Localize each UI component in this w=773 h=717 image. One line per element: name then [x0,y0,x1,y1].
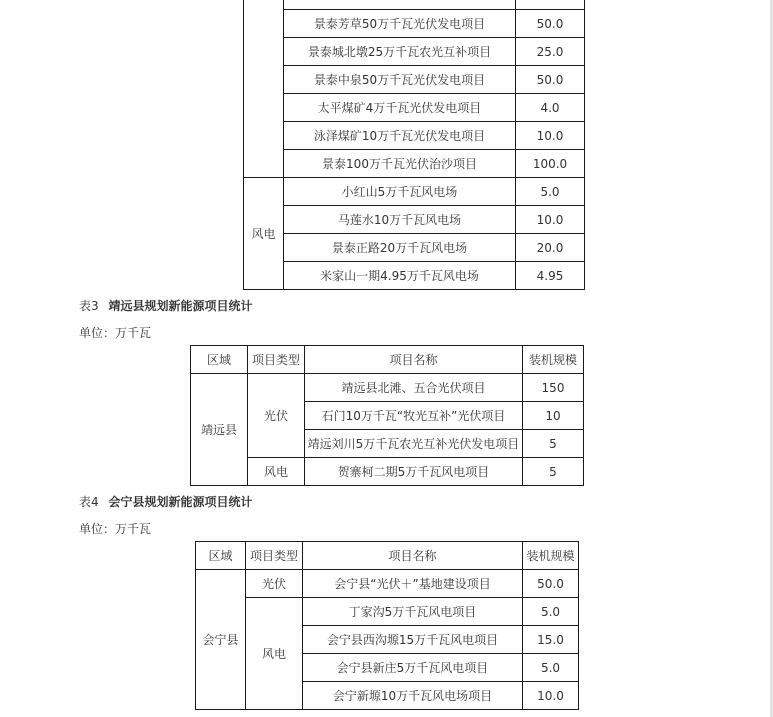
project-name-cell: 太平煤矿4万千瓦光伏发电项目 [284,94,516,122]
project-name-cell: 马莲水10万千瓦风电场 [284,206,516,234]
column-header: 装机规模 [523,542,579,570]
table-row [244,150,585,178]
capacity-cell: 20.0 [516,234,585,262]
capacity-cell: 10.0 [523,682,579,710]
table3-caption [79,297,252,314]
capacity-cell [516,0,585,10]
column-header: 项目名称 [305,346,523,374]
table-row [244,94,585,122]
table4-caption [79,493,252,510]
capacity-cell: 50.0 [523,570,579,598]
table3-caption-prefix: 表3 [79,299,99,313]
table-row [244,66,585,94]
capacity-cell: 10.0 [516,122,585,150]
project-name-cell: 小红山5万千瓦风电场 [284,178,516,206]
capacity-cell: 5 [523,458,584,486]
column-header: 项目类型 [248,346,305,374]
region-cell: 靖远县 [191,374,248,486]
table-row [244,0,585,10]
capacity-cell: 5 [523,430,584,458]
table4-unit: 单位：万千瓦 [79,522,152,536]
capacity-cell: 4.0 [516,94,585,122]
table-header-row [191,346,584,374]
column-header: 区域 [191,346,248,374]
capacity-cell: 150 [523,374,584,402]
project-name-cell: 会宁县新庄5万千瓦风电项目 [303,654,523,682]
column-header: 项目类型 [246,542,303,570]
table-header-row [196,542,579,570]
project-name-cell: 景泰100万千瓦光伏治沙项目 [284,150,516,178]
table3 [190,345,584,486]
project-name-cell: 景泰城北墩25万千瓦农光互补项目 [284,38,516,66]
capacity-cell: 50.0 [516,10,585,38]
capacity-cell: 25.0 [516,38,585,66]
project-name-cell [284,0,516,10]
project-name-cell: 丁家沟5万千瓦风电项目 [303,598,523,626]
capacity-cell: 10 [523,402,584,430]
type-cell-wind: 风电 [246,598,303,710]
project-name-cell: 靖远刘川5万千瓦农光互补光伏发电项目 [305,430,523,458]
project-name-cell: 景泰正路20万千瓦风电场 [284,234,516,262]
capacity-cell: 50.0 [516,66,585,94]
project-name-cell: 泳泽煤矿10万千瓦光伏发电项目 [284,122,516,150]
project-name-cell: 米家山一期4.95万千瓦风电场 [284,262,516,290]
region-cell: 会宁县 [196,570,246,710]
project-name-cell: 景泰中泉50万千瓦光伏发电项目 [284,66,516,94]
type-cell-solar [244,0,284,178]
project-name-cell: 会宁县“光伏＋”基地建设项目 [303,570,523,598]
table-row [244,178,585,206]
table-row [191,458,584,486]
table-row [244,206,585,234]
table-row [196,598,579,626]
project-name-cell: 景泰芳草50万千瓦光伏发电项目 [284,10,516,38]
column-header: 装机规模 [523,346,584,374]
table-row [244,122,585,150]
capacity-cell: 5.0 [523,598,579,626]
column-header: 项目名称 [303,542,523,570]
capacity-cell: 4.95 [516,262,585,290]
project-name-cell: 贺寨柯二期5万千瓦风电项目 [305,458,523,486]
capacity-cell: 10.0 [516,206,585,234]
capacity-cell: 5.0 [523,654,579,682]
table-row [244,234,585,262]
table-row [244,262,585,290]
table2-continued [243,0,585,290]
table-row [191,374,584,402]
type-cell-wind: 风电 [248,458,305,486]
project-name-cell: 石门10万千瓦“牧光互补”光伏项目 [305,402,523,430]
project-name-cell: 会宁县西沟塬15万千瓦风电项目 [303,626,523,654]
project-name-cell: 会宁新塬10万千瓦风电场项目 [303,682,523,710]
table4-caption-prefix: 表4 [79,495,99,509]
type-cell-wind: 风电 [244,178,284,290]
project-name-cell: 靖远县北滩、五合光伏项目 [305,374,523,402]
type-cell-solar: 光伏 [248,374,305,458]
table3-caption-title: 靖远县规划新能源项目统计 [108,299,253,313]
table-row [244,38,585,66]
table4 [195,541,579,710]
table3-unit: 单位：万千瓦 [79,326,152,340]
capacity-cell: 15.0 [523,626,579,654]
table-row [244,10,585,38]
capacity-cell: 100.0 [516,150,585,178]
type-cell-solar: 光伏 [246,570,303,598]
capacity-cell: 5.0 [516,178,585,206]
column-header: 区域 [196,542,246,570]
table4-caption-title: 会宁县规划新能源项目统计 [108,495,253,509]
table-row [196,570,579,598]
